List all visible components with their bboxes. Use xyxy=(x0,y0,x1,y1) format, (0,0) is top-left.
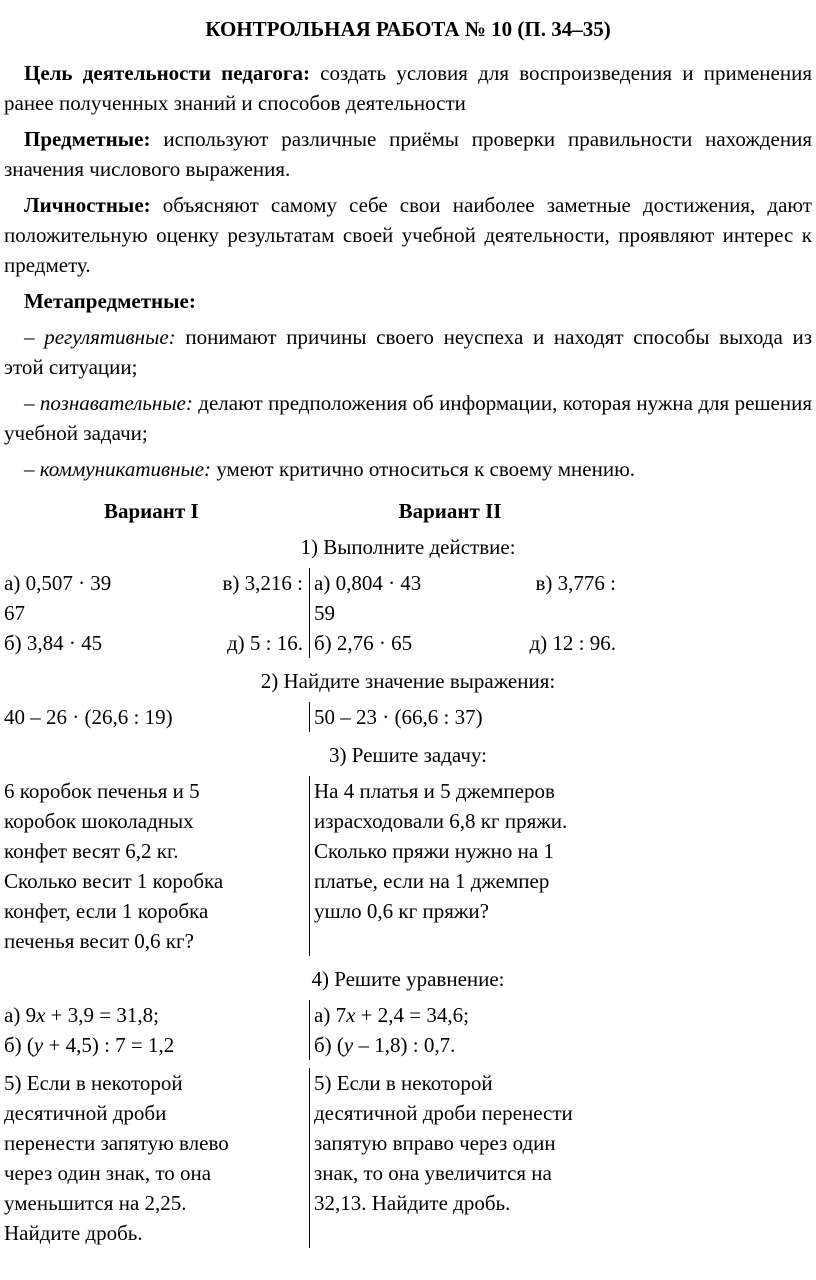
task-5-variant-1 xyxy=(4,1068,310,1248)
task-2-grid xyxy=(4,702,812,732)
meta-text: делают предположения об информации, которая нужна для решения учебной задачи; xyxy=(4,391,813,445)
task-5-grid xyxy=(4,1068,812,1248)
dash: – xyxy=(24,391,40,415)
task-3-v1-line: конфет, если 1 коробка xyxy=(4,899,209,923)
goal-label: Цель деятельности педагога: xyxy=(24,61,310,85)
task-4-v2-b xyxy=(314,1030,616,1060)
task-5-v1-line: уменьшится на 2,25. xyxy=(4,1191,187,1215)
task-1-v1-b: б) 3,84 · 45 xyxy=(4,631,103,655)
task-3-variant-1 xyxy=(4,776,310,956)
personal-label: Личностные: xyxy=(24,193,151,217)
eq-part: + 2,4 = 34,6; xyxy=(355,1003,469,1027)
task-1-v2-b: б) 2,76 · 65 xyxy=(314,631,413,655)
task-1-v2-a: а) 0,804 · 43 xyxy=(314,571,422,595)
task-4-heading: 4) Решите уравнение: xyxy=(311,967,505,991)
task-4-v1-a xyxy=(4,1000,303,1030)
task-2-variant-2: 50 – 23 · (66,6 : 37) xyxy=(314,705,483,729)
task-3-v2-line: платье, если на 1 джемпер xyxy=(314,869,550,893)
task-5-v1-line: десятичной дроби xyxy=(4,1101,167,1125)
task-3-v1-line: конфет весят 6,2 кг. xyxy=(4,839,179,863)
task-4-grid xyxy=(4,1000,812,1060)
goal-text: создать условия для воспроизведения и применения ранее полученных знаний и способов деятельности xyxy=(4,61,813,115)
task-3-v1-line: коробок шоколадных xyxy=(4,809,194,833)
eq-part: + 4,5) : 7 = 1,2 xyxy=(43,1033,175,1057)
meta-heading xyxy=(4,286,812,316)
task-5-v1-line: 5) Если в некоторой xyxy=(4,1071,183,1095)
meta-text: умеют критично относиться к своему мнению. xyxy=(211,457,636,481)
task-4-v2-a xyxy=(314,1000,616,1030)
task-5-v2-line: запятую вправо через один xyxy=(314,1131,556,1155)
task-3-v2-line: ушло 0,6 кг пряжи? xyxy=(314,899,489,923)
meta-kind: коммуникативные: xyxy=(39,457,212,481)
dash: – xyxy=(24,457,40,481)
eq-variable: y xyxy=(33,1033,44,1057)
subject-paragraph xyxy=(4,124,812,184)
task-3-v2-line: На 4 платья и 5 джемперов xyxy=(314,779,555,803)
meta-item-regulative xyxy=(4,322,812,382)
eq-part: + 3,9 = 31,8; xyxy=(45,1003,159,1027)
variant-headings xyxy=(4,496,812,526)
task-5-v1-line: Найдите дробь. xyxy=(4,1221,143,1245)
task-2-variant-1: 40 – 26 · (26,6 : 19) xyxy=(4,702,310,732)
eq-part: – 1,8) : 0,7. xyxy=(353,1033,456,1057)
task-5-v1-line: перенести запятую влево xyxy=(4,1131,229,1155)
task-5-v2-line: десятичной дроби перенести xyxy=(314,1101,573,1125)
meta-kind: познавательные: xyxy=(39,391,193,415)
document-title: КОНТРОЛЬНАЯ РАБОТА № 10 (П. 34–35) xyxy=(205,17,611,41)
task-3-v1-line: 6 коробок печенья и 5 xyxy=(4,779,200,803)
task-3-heading: 3) Решите задачу: xyxy=(328,743,488,767)
eq-part: а) 7 xyxy=(314,1003,347,1027)
task-4-variant-2 xyxy=(310,1000,616,1060)
personal-paragraph xyxy=(4,190,812,280)
eq-part: а) 9 xyxy=(4,1003,37,1027)
task-5-variant-2 xyxy=(310,1068,616,1248)
task-1-v1-v-cont: 67 xyxy=(4,601,25,625)
task-1-v1-d: д) 5 : 16. xyxy=(226,631,303,655)
eq-variable: x xyxy=(36,1003,46,1027)
meta-text: понимают причины своего неуспеха и находят способы выхода из этой ситуации; xyxy=(4,325,813,379)
task-5-v1-line: через один знак, то она xyxy=(4,1161,212,1185)
task-2-heading: 2) Найдите значение выражения: xyxy=(260,669,556,693)
eq-variable: x xyxy=(346,1003,356,1027)
variant-1-heading: Вариант I xyxy=(104,499,199,523)
personal-text: объясняют самому себе свои наиболее заметные достижения, дают положительную оценку результатам своей учебной деятельности, проявляют интерес к предмету. xyxy=(4,193,812,277)
variant-2-heading: Вариант II xyxy=(398,499,502,523)
task-3-v2-line: Сколько пряжи нужно на 1 xyxy=(314,839,554,863)
task-1-variant-2 xyxy=(310,568,616,658)
eq-part: б) ( xyxy=(4,1033,34,1057)
task-1-v2-v: в) 3,776 : xyxy=(535,571,616,595)
meta-item-cognitive xyxy=(4,388,812,448)
eq-variable: y xyxy=(343,1033,354,1057)
meta-item-communicative xyxy=(4,454,812,484)
eq-part: б) ( xyxy=(314,1033,344,1057)
task-5-v2-line: знак, то она увеличится на xyxy=(314,1161,552,1185)
subject-text: используют различные приёмы проверки правильности нахождения значения числового выражения. xyxy=(4,127,812,181)
task-1-variant-1 xyxy=(4,568,310,658)
task-1-grid xyxy=(4,568,812,658)
dash: – xyxy=(24,325,45,349)
task-5-v2-line: 5) Если в некоторой xyxy=(314,1071,493,1095)
task-1-v1-a: а) 0,507 · 39 xyxy=(4,571,112,595)
meta-kind: регулятивные: xyxy=(44,325,176,349)
goal-paragraph xyxy=(4,58,812,118)
task-3-v2-line: израсходовали 6,8 кг пряжи. xyxy=(314,809,568,833)
task-3-v1-line: Сколько весит 1 коробка xyxy=(4,869,224,893)
subject-label: Предметные: xyxy=(24,127,151,151)
task-4-v1-b xyxy=(4,1030,303,1060)
task-3-variant-2 xyxy=(310,776,616,956)
task-3-v1-line: печенья весит 0,6 кг? xyxy=(4,929,194,953)
task-1-v1-v: в) 3,216 : xyxy=(222,571,303,595)
task-3-grid xyxy=(4,776,812,956)
task-1-v2-d: д) 12 : 96. xyxy=(529,631,616,655)
task-1-heading: 1) Выполните действие: xyxy=(300,535,516,559)
task-4-variant-1 xyxy=(4,1000,310,1060)
task-5-v2-line: 32,13. Найдите дробь. xyxy=(314,1191,511,1215)
task-1-v2-v-cont: 59 xyxy=(314,601,335,625)
meta-label: Метапредметные: xyxy=(24,289,196,313)
